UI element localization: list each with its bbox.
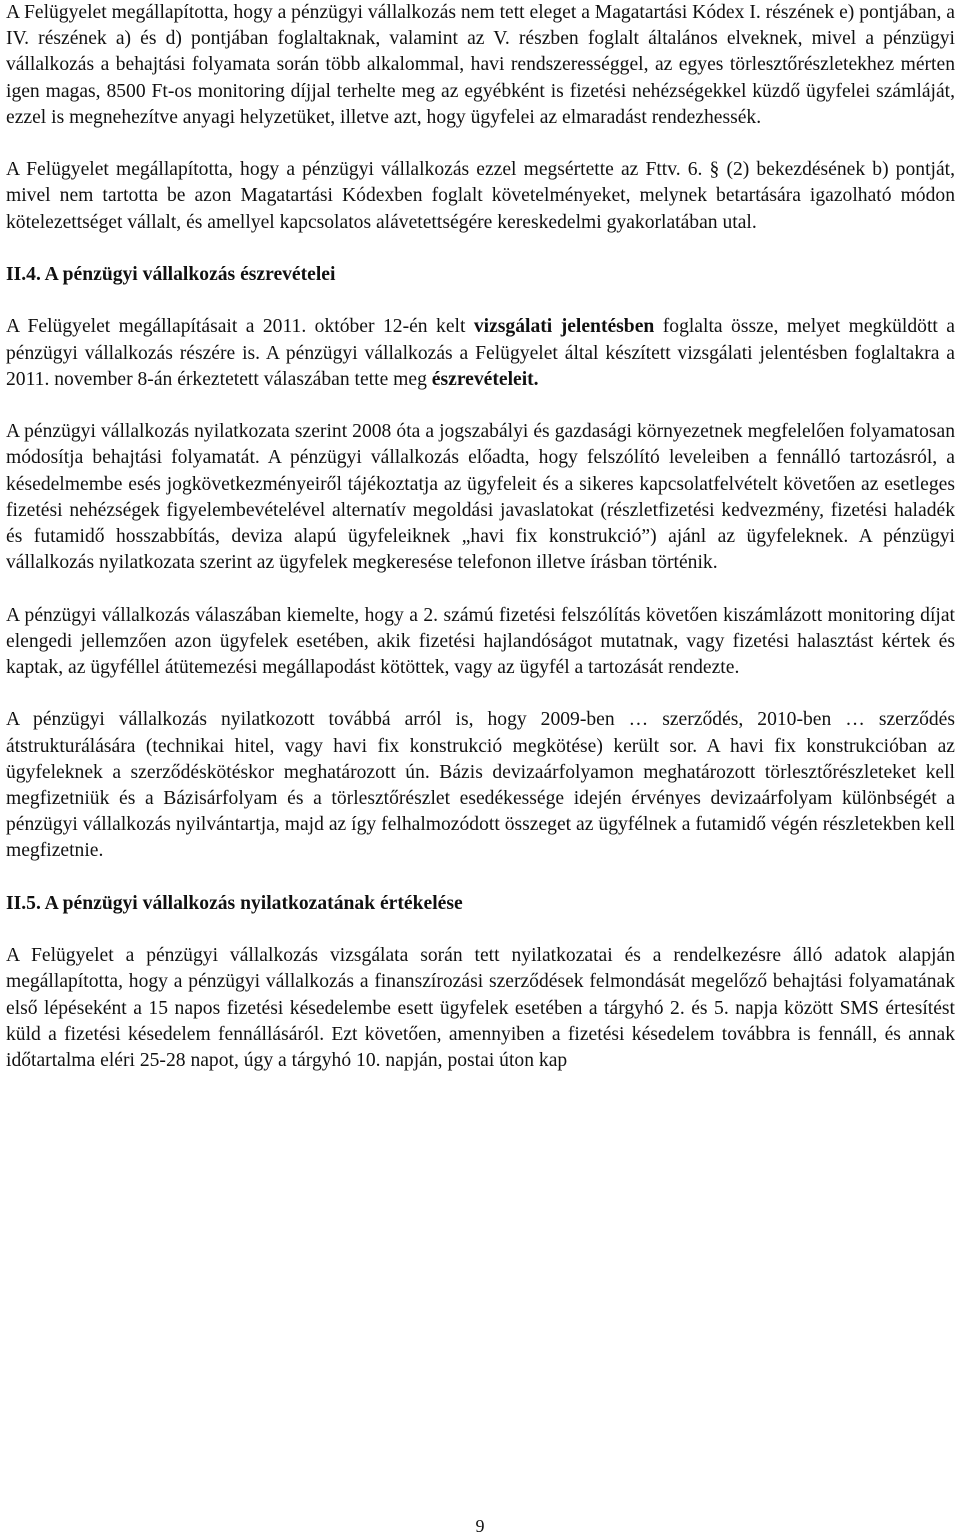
paragraph-7: A Felügyelet a pénzügyi vállalkozás vizsgálata során tett nyilatkozatai és a rendelkezésre álló adatok alapján megállapította, hogy a pénzügyi vállalkozás a finanszírozási szerződések felmondását megelőző behajtási folyamatának első lépéseként a 15 napos fizetési késedelembe esett ügyfelek esetében a tárgyhó 2. és 5. napja között SMS értesítést küld a fizetési késedelem fennállásáról. Ezt követően, amennyiben a fizetési késedelem továbbra is fennáll, és annak időtartalma eléri 25-28 napot, úgy a tárgyhó 10. napján, postai úton kap xyxy=(6,945,955,1071)
page-number: 9 xyxy=(475,1516,485,1536)
section-heading-ii5: II.5. A pénzügyi vállalkozás nyilatkozatának értékelése xyxy=(6,892,463,914)
paragraph-3-bold-report: vizsgálati jelentésben xyxy=(473,316,655,338)
paragraph-3-bold-remarks: észrevételeit. xyxy=(431,368,539,390)
paragraph-1: A Felügyelet megállapította, hogy a pénzügyi vállalkozás nem tett eleget a Magatartási Kódex I. részének e) pontjában, a IV. részének a) és d) pontjában foglaltaknak, valamint az V. részben foglalt általános elveknek, mivel a pénzügyi vállalkozás a behajtási folyamata során több alkalommal, havi rendszerességgel, az egyes törlesztőrészletekhez mérten igen magas, 8500 Ft-os monitoring díjjal terhelte meg az egyébként is fizetési nehézségekkel küzdő ügyfelei számláját, ezzel is megnehezítve anyagi helyzetüket, illetve azt, hogy ügyfelei az elmaradást rendezhessék. xyxy=(6,2,955,128)
paragraph-2: A Felügyelet megállapította, hogy a pénzügyi vállalkozás ezzel megsértette az Fttv. 6. § (2) bekezdésének b) pontját, mivel nem tartotta be azon Magatartási Kódexben foglalt követelményeket, melynek betartására igazolható módon kötelezettséget vállalt, és amellyel kapcsolatos alávetettségére kereskedelmi gyakorlatában utal. xyxy=(6,159,955,233)
paragraph-3 xyxy=(6,314,955,393)
paragraph-5: A pénzügyi vállalkozás válaszában kiemelte, hogy a 2. számú fizetési felszólítás követően kiszámlázott monitoring díjat elengedi jellemzően azon ügyfelek esetében, akik fizetési hajlandóságot mutatnak, vagy fizetési halasztást kértek és kaptak, az ügyféllel átütemezési megállapodást kötöttek, vagy az ügyfél a tartozását rendezte. xyxy=(6,604,955,678)
section-heading-ii4: II.4. A pénzügyi vállalkozás észrevételei xyxy=(6,264,336,285)
paragraph-4: A pénzügyi vállalkozás nyilatkozata szerint 2008 óta a jogszabályi és gazdasági környezetnek megfelelően folyamatosan módosítja behajtási folyamatát. A pénzügyi vállalkozás előadta, hogy felszólító leveleiben a fennálló tartozásról, a késedelmembe esés jogkövetkezményeiről tájékoztatja az ügyfeleit és a sikeres kapcsolatfelvételt követően az esetleges fizetési nehézségek figyelembevételével alternatív megoldási javaslatokat (részletfizetési kedvezmény, fizetési haladék és futamidő hosszabbítás, deviza alapú ügyfeleiknek „havi fix konstrukció”) ajánl az ügyfeleknek. A pénzügyi vállalkozás nyilatkozata szerint az ügyfelek megkeresése telefonon illetve írásban történik. xyxy=(6,421,955,574)
paragraph-6: A pénzügyi vállalkozás nyilatkozott továbbá arról is, hogy 2009-ben … szerződés, 2010-ben … szerződés átstrukturálására (technikai hitel, vagy havi fix konstrukció megkötése) került sor. A havi fix konstrukcióban az ügyfeleknek a szerződéskötéskor meghatározott ún. Bázis devizaárfolyamon meghatározott törlesztőrészleteket kell megfizetniük és a Bázisárfolyam és a törlesztőrészlet esedékessége idején érvényes devizaárfolyam különbségét a pénzügyi vállalkozás nyilvántartja, majd az így felhalmozódott összeget az ügyfélnek a futamidő végén részletekben kell megfizetnie. xyxy=(6,709,955,862)
paragraph-3-part-a: A Felügyelet megállapításait a 2011. október 12-én kelt xyxy=(6,316,474,338)
paragraph-3-part-c: foglalta össze, melyet megküldött a pénzügyi vállalkozás részére is. A pénzügyi vállalkozás a Felügyelet által készített vizsgálati jelentésben foglaltakra a 2011. november 8-án érkeztetett válaszában tette meg xyxy=(6,316,955,390)
document-page xyxy=(6,0,955,1074)
